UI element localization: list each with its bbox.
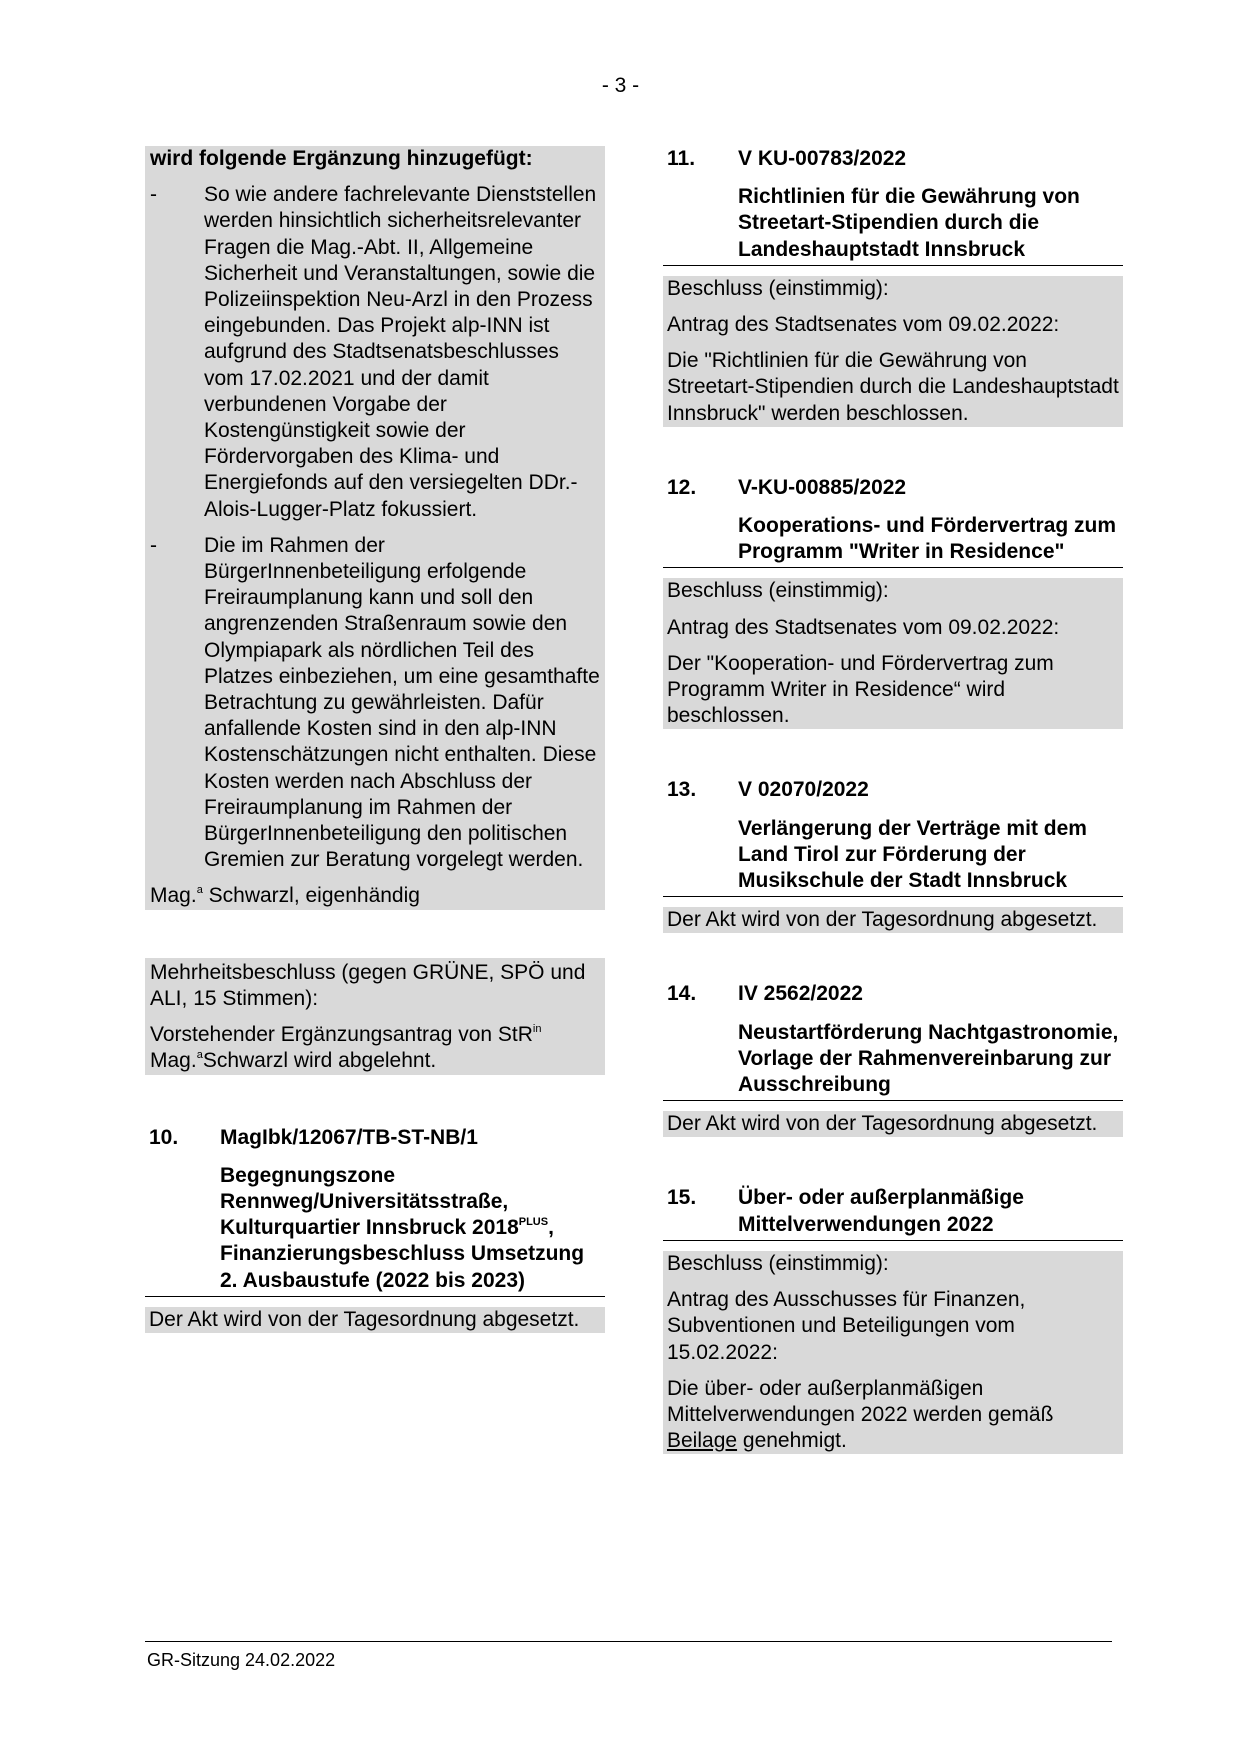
signature: Mag.$^a$ Schwarzl, eigenhändig (150, 884, 420, 908)
amendment-item-1-text: So wie andere fachrelevante Dienststellen werden hinsichtlich sicherheitsrelevanter Fragen die Mag.-Abt. II, Allgemeine Sicherheit und Veranstaltungen, sowie die Polizeiinspektion Neu-Arzl in den Prozess eingebunden. Das Projekt alp-INN ist aufgrund des Stadtsenatsbeschlusses vom 17.02.2021 und der damit verbundenen Vorgabe der Kostengünstigkeit sowie der Fördervorgaben des Klima- und Energiefonds auf den versiegelten DDr.-Alois-Lugger-Platz fokussiert. (204, 183, 597, 521)
dash-marker: - (150, 533, 157, 557)
item-15-header: 15. Über- oder außerplanmäßige Mittelverwendungen 2022 (663, 1185, 1123, 1240)
dash-marker: - (150, 183, 157, 207)
item-10-subject: Begegnungszone Rennweg/Universitätsstraße, Kulturquartier Innsbruck $2018^{PLUS}$, Finanzierungsbeschluss Umsetzung 2. Ausbaustufe (2022 bis 2023) (145, 1163, 605, 1297)
item-13-subject: Verlängerung der Verträge mit dem Land Tirol zur Förderung der Musikschule der Stadt Innsbruck (663, 816, 1123, 898)
page-number: - 3 - (601, 74, 640, 97)
item-14-subject: Neustartförderung Nachtgastronomie, Vorlage der Rahmenvereinbarung zur Ausschreibung (663, 1020, 1123, 1102)
amendment-item-2-text: Die im Rahmen der BürgerInnenbeteiligung erfolgende Freiraumplanung kann und soll den angrenzenden Straßenraum sowie den Olympiapark als nördlichen Teil des Platzes einbeziehen, um eine gesamthafte Betrachtung zu gewährleisten. Dafür anfallende Kosten sind in den alp-INN Kostenschätzungen nicht enthalten. Diese Kosten werden nach Abschluss der Freiraumplanung im Rahmen der BürgerInnenbeteiligung den politischen Gremien zur Beratung vorgelegt werden. (204, 533, 600, 872)
decision-text: Mehrheitsbeschluss (gegen GRÜNE, SPÖ und ALI, 15 Stimmen): (150, 960, 586, 1010)
left-column (145, 146, 605, 1333)
decision-result: Vorstehender Ergänzungsantrag von StR$^{in}$ Mag.$^a$Schwarzl wird abgelehnt. (150, 1023, 542, 1073)
item-13-result: Der Akt wird von der Tagesordnung abgesetzt. (663, 907, 1123, 933)
item-12-result: Beschluss (einstimmig): Antrag des Stadtsenates vom 09.02.2022: Der "Kooperation- und Fördervertrag zum Programm Writer in Residence“ wird beschlossen. (663, 578, 1123, 729)
amendment-block (145, 146, 605, 910)
item-13-header: 13. V 02070/2022 (667, 778, 869, 802)
amendment-heading: wird folgende Ergänzung hinzugefügt: (150, 147, 533, 170)
footer-text: GR-Sitzung 24.02.2022 (147, 1650, 336, 1670)
right-column (663, 146, 1123, 1454)
footer-divider (145, 1641, 1112, 1642)
item-14-header: 14. IV 2562/2022 (667, 982, 863, 1006)
beilage-link[interactable]: Beilage (667, 1429, 738, 1453)
item-12-subject: Kooperations- und Fördervertrag zum Programm "Writer in Residence" (663, 513, 1123, 568)
item-11-result: Beschluss (einstimmig): Antrag des Stadtsenates vom 09.02.2022: Die "Richtlinien für die Gewährung von Streetart-Stipendien durch die Landeshauptstadt Innsbruck" werden beschlossen. (663, 276, 1123, 427)
amendment-item-2 (150, 533, 600, 874)
item-11-subject: Richtlinien für die Gewährung von Streetart-Stipendien durch die Landeshauptstadt Innsbruck (663, 184, 1123, 266)
item-10-header: 10. MagIbk/12067/TB-ST-NB/1 (149, 1125, 478, 1149)
item-11-header: 11. V KU-00783/2022 (667, 147, 907, 170)
amendment-item-1 (150, 182, 600, 523)
item-12-header: 12. V-KU-00885/2022 (667, 475, 907, 499)
item-15-result: Beschluss (einstimmig): Antrag des Ausschusses für Finanzen, Subventionen und Beteiligungen vom 15.02.2022: Die über- oder außerplanmäßigen Mittelverwendungen 2022 werden gemäß Beilage genehmigt. (663, 1251, 1123, 1454)
item-10-result: Der Akt wird von der Tagesordnung abgesetzt. (145, 1307, 605, 1333)
decision-block (145, 958, 605, 1075)
item-14-result: Der Akt wird von der Tagesordnung abgesetzt. (663, 1111, 1123, 1137)
